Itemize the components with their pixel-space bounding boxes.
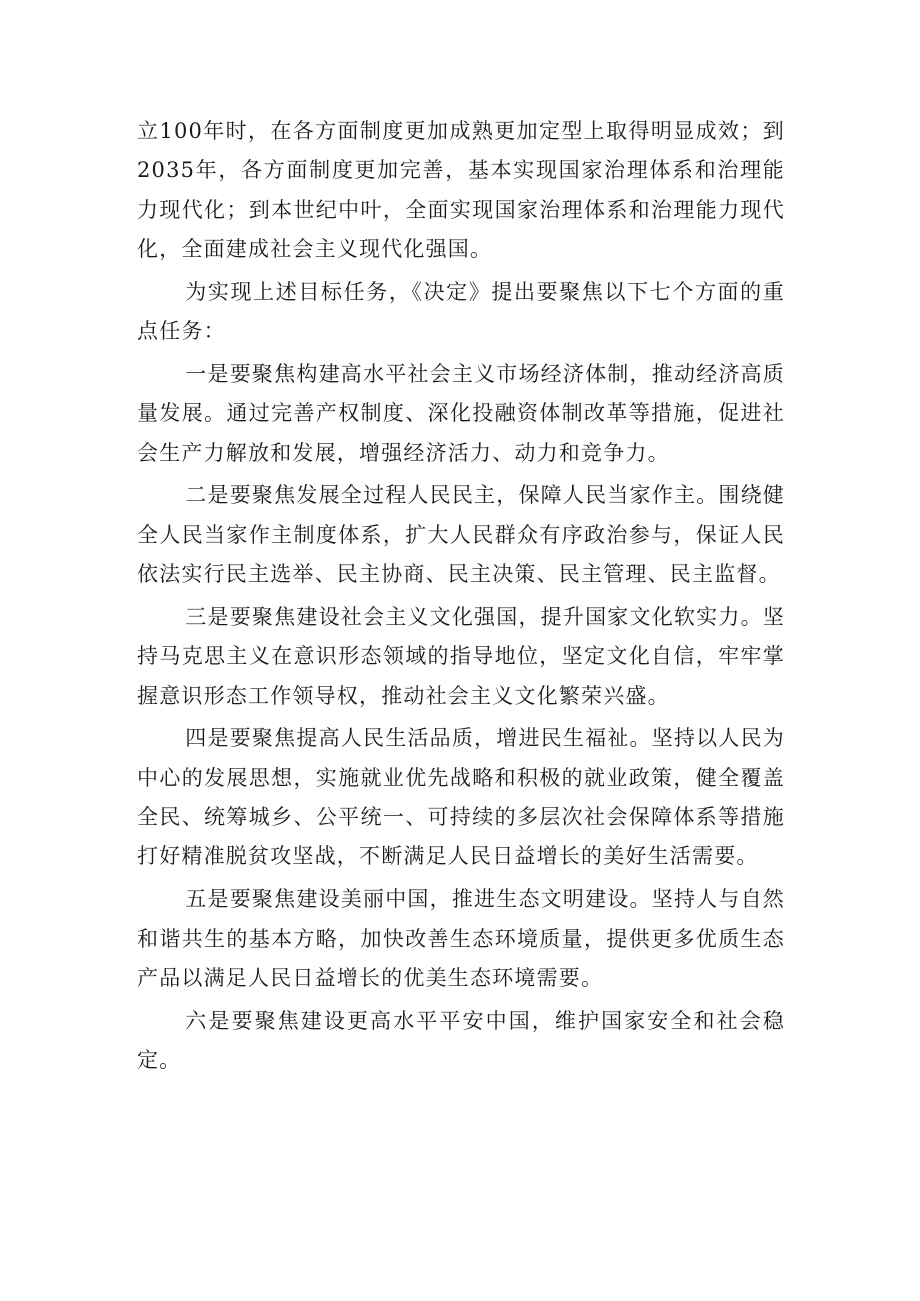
- paragraph-2: 为实现上述目标任务，《决定》提出要聚焦以下七个方面的重点任务：: [137, 279, 785, 344]
- document-body: [137, 112, 785, 1084]
- paragraph-8: 六是要聚焦建设更高水平平安中国，维护国家安全和社会稳定。: [137, 1008, 785, 1072]
- paragraph-5: 三是要聚焦建设社会主义文化强国，提升国家文化软实力。坚持马克思主义在意识形态领域的指导地位，坚定文化自信，牢牢掌握意识形态工作领导权，推动社会主义文化繁荣兴盛。: [137, 604, 785, 708]
- paragraph-6: 四是要聚焦提高人民生活品质，增进民生福祉。坚持以人民为中心的发展思想，实施就业优先战略和积极的就业政策，健全覆盖全民、统筹城乡、公平统一、可持续的多层次社会保障体系等措施打好精准脱贫攻坚战，不断满足人民日益增长的美好生活需要。: [137, 726, 785, 869]
- paragraph-7: 五是要聚焦建设美丽中国，推进生态文明建设。坚持人与自然和谐共生的基本方略，加快改善生态环境质量，提供更多优质生态产品以满足人民日益增长的优美生态环境需要。: [137, 887, 785, 990]
- paragraph-1: 立100年时，在各方面制度更加成熟更加定型上取得明显成效；到2035年，各方面制度更加完善，基本实现国家治理体系和治理能力现代化；到本世纪中叶，全面实现国家治理体系和治理能力现代化，全面建成社会主义现代化强国。: [137, 119, 785, 261]
- paragraph-3: 一是要聚焦构建高水平社会主义市场经济体制，推动经济高质量发展。通过完善产权制度、深化投融资体制改革等措施，促进社会生产力解放和发展，增强经济活力、动力和竞争力。: [137, 361, 785, 465]
- paragraph-4: 二是要聚焦发展全过程人民民主，保障人民当家作主。围绕健全人民当家作主制度体系，扩大人民群众有序政治参与，保证人民依法实行民主选举、民主协商、民主决策、民主管理、民主监督。: [137, 483, 785, 587]
